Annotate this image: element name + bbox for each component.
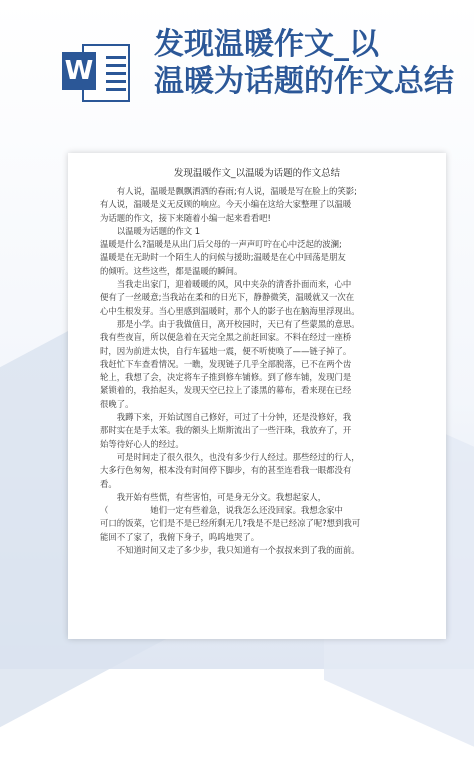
document-line: 那时实在是手太笨。我的额头上斯斯流出了一些汗珠，我放弃了，开 xyxy=(100,425,352,436)
document-line: 可是时间走了很久很久，也没有多少行人经过。那些经过的行人， xyxy=(100,451,360,462)
document-line: 以温暖为话题的作文 1 xyxy=(100,225,201,236)
document-line: 很晚了。 xyxy=(100,398,134,409)
page-title-line1: 发现温暖作文_以 xyxy=(154,27,379,62)
page-title xyxy=(154,26,472,100)
document-line: 为话题的作文，接下来随着小编一起来看看吧! xyxy=(100,212,271,223)
document-line: （ 她们一定有些着急，说我怎么还没回家。我想念家中 xyxy=(100,505,343,516)
document-line: 我赶忙下车查看情况。一瞧，发现链子几乎全部脱落，已不在两个齿 xyxy=(100,358,352,369)
document-line: 温暖是在无助时一个陌生人的问候与援助;温暖是在心中回荡是朋友 xyxy=(100,252,346,263)
document-body xyxy=(100,185,416,557)
document-line: 时，因为前进太快，自行车猛地一震，便不听使唤了——链子掉了。 xyxy=(100,345,352,356)
document-line: 有人说，温暖是飘飘洒洒的春雨;有人说，温暖是写在脸上的笑影; xyxy=(100,186,357,196)
document-heading: 发现温暖作文_以温暖为话题的作文总结 xyxy=(173,168,341,179)
document-line: 心中生根发芽。当心里感到温暖时，那个人的影子也在脑海里浮现出。 xyxy=(100,305,360,316)
document-line: 温暖是什么?温暖是从出门后父母的一声声叮咛在心中泛起的波澜; xyxy=(100,239,342,250)
document-page xyxy=(68,153,446,639)
document-line: 那是小学。由于我做值日，离开校园时，天已有了些蒙黑的意思。 xyxy=(100,318,360,329)
document-line: 的倾听。这些这些，都是温暖的瞬间。 xyxy=(100,265,243,276)
document-line: 看。 xyxy=(100,478,117,489)
word-doc-icon xyxy=(62,38,132,104)
document-line: 便有了一丝暖意;当我站在柔和的日光下，静静微笑，温暖就又一次在 xyxy=(100,292,355,303)
document-line: 可口的饭菜，它们是不是已经所剩无几?我是不是已经凉了呢?想到我可 xyxy=(100,518,361,529)
document-line: 轮上，我想了会，决定将车子推到修车铺修。到了修车铺，发现门是 xyxy=(100,372,352,383)
word-letter-badge: W xyxy=(62,52,96,90)
document-line: 能回不了家了，我俯下身子，呜呜地哭了。 xyxy=(100,531,260,542)
document-line: 有人说，温暖是义无反顾的响应。今天小编在这给大家整理了以温暖 xyxy=(100,199,352,210)
document-line: 不知道时间又走了多少步，我只知道有一个叔叔来到了我的面前。 xyxy=(100,545,360,556)
document-line: 我开始有些慌，有些害怕，可是身无分文。我想起家人， xyxy=(100,491,327,502)
document-line: 我蹲下来，开始试图自己修好，可过了十分钟，还是没修好，我 xyxy=(100,412,352,423)
document-line: 始等待好心人的经过。 xyxy=(100,438,184,449)
document-line: 大多行色匆匆，根本没有时间停下脚步，有的甚至连看我一眼都没有 xyxy=(100,465,352,476)
document-line: 当我走出家门，迎着暖暖的风，风中夹杂的清香扑面而来，心中 xyxy=(100,279,352,290)
document-line: 紧锁着的，我抬起头，发现天空已拉上了漆黑的幕布，看来现在已经 xyxy=(100,385,352,396)
document-line: 我有些夜盲，所以便急着在天完全黑之前赶回家。不料在经过一座桥 xyxy=(100,332,352,343)
page-title-line2: 温暖为话题的作文总结 xyxy=(154,64,454,99)
